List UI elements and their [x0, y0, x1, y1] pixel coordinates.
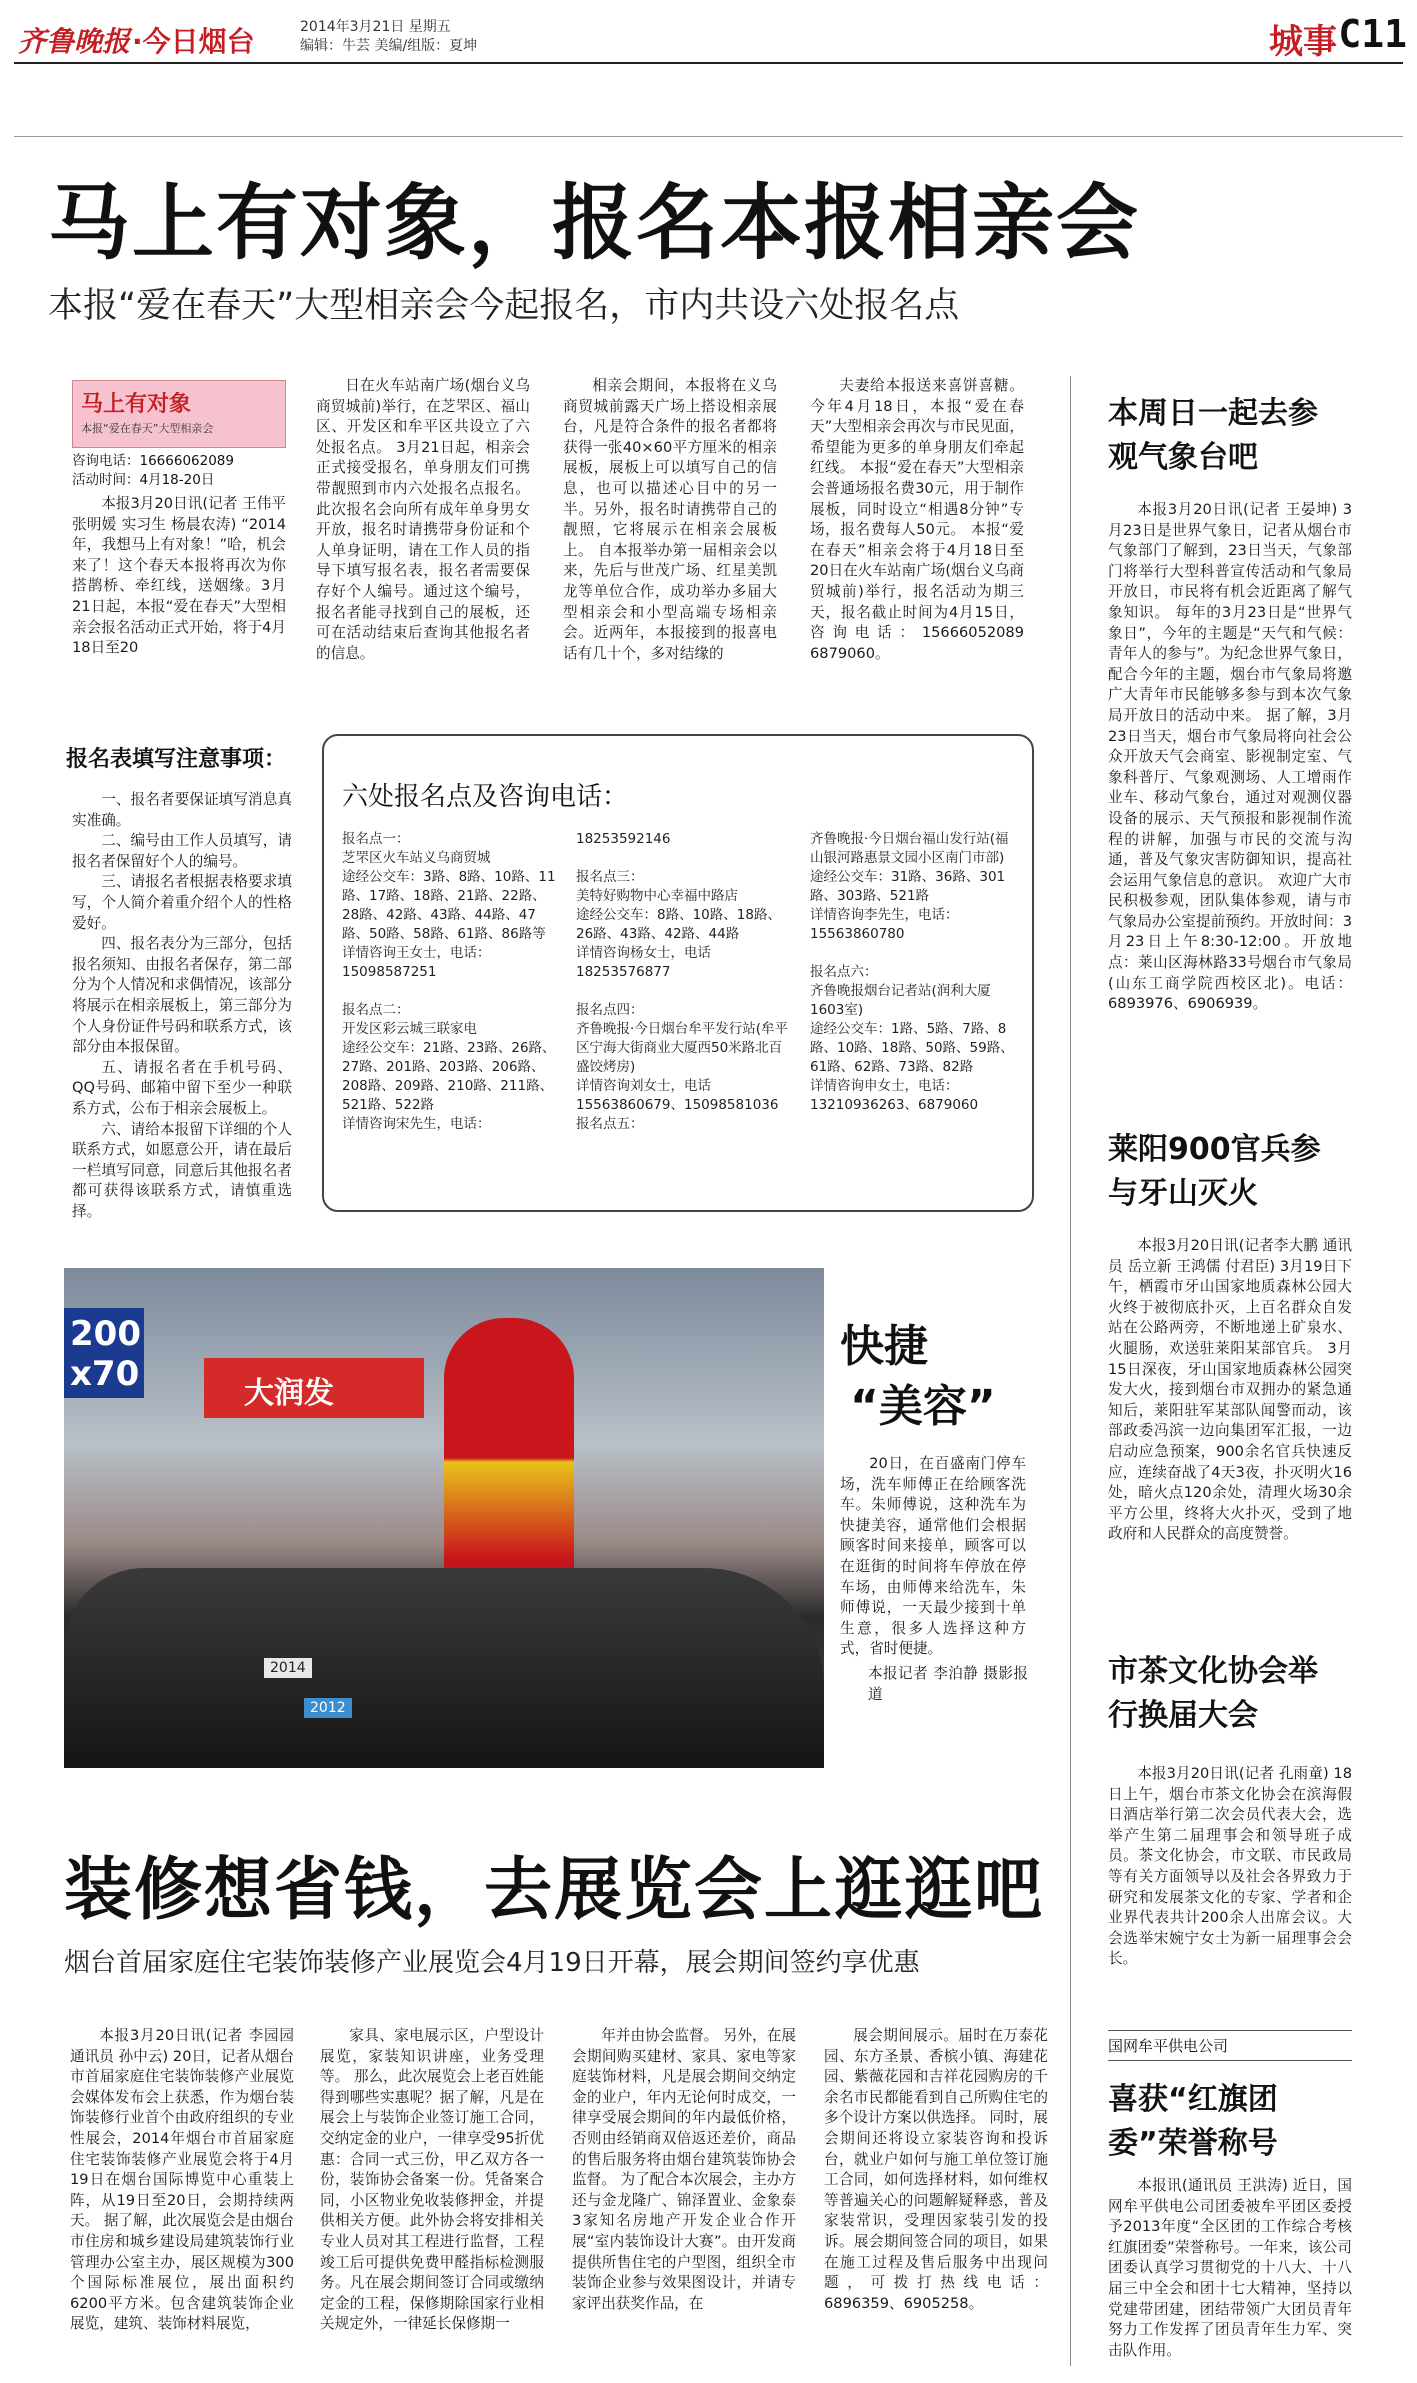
ad-time: 活动时间：4月18-20日	[72, 472, 215, 488]
box-col2: 18253592146 报名点三： 美特好购物中心幸福中路店 途经公交车：8路、10路、18路、26路、43路、42路、44路 详情咨询杨女士，电话18253576877 报名点四： 齐鲁晚报·今日烟台牟平发行站(牟平区宁海大街商业大厦西50米路北百盛饺烤房) 详情咨询刘女士，电话15563860679、15098581036 报名点五：	[576, 831, 789, 1132]
side-story-2-body: 本报3月20日讯(记者李大鹏 通讯员 岳立新 王鸿儒 付君臣) 3月19日下午，栖霞市牙山国家地质森林公园大火终于被彻底扑灭，上百名群众自发站在公路两旁，不断地递上矿泉水、火腿肠，欢送驻莱阳某部官兵。 3月15日深夜，牙山国家地质森林公园突发大火，接到烟台市双拥办的紧急通知后，莱阳驻军某部队闻警而动，该部政委冯滨一边向集团军汇报，一边启动应急预案，900余名官兵快速反应，连续奋战了4天3夜，扑灭明火16处，暗火点120余处，清理火场30余平方公里，终将大火扑灭，受到了地政府和人民群众的高度赞誉。	[1108, 1237, 1352, 1543]
main-article-col4: 夫妻给本报送来喜饼喜糖。今年4月18日，本报“爱在春天”大型相亲会再次与市民见面，希望能为更多的单身朋友们牵起红线。 本报“爱在春天”大型相亲会普通场报名费30元，用于制作展板，同时设立“相遇8分钟”专场，报名费每人50元。 本报“爱在春天”相亲会将于4月18日至20日在火车站南广场(烟台义乌商贸城前)举行，报名活动为期三天，报名截止时间为4月15日，咨询电话：15666052089 6879060。	[810, 377, 1024, 662]
car-windshield	[64, 1568, 824, 1768]
side-story-4-title: 喜获“红旗团委”荣誉称号	[1108, 2082, 1278, 2161]
issue-meta	[300, 18, 477, 56]
second-article-col3: 年并由协会监督。 另外，在展会期间购买建材、家具、家电等家庭装饰材料，凡是展会期间交纳定金的业户，年内无论何时成交，一律享受展会期间的年内最低价格，否则由经销商双倍返还差价，商品的售后服务将由烟台建筑装饰协会监督。 为了配合本次展会，主办方还与金龙隆广、锦泽置业、金象泰3家知名房地产开发企业合作开展“室内装饰设计大赛”。由开发商提供所售住宅的户型图，组织全市装饰企业参与效果图设计，并请专家评出获奖作品，在	[572, 2027, 796, 2312]
issue-date: 2014年3月21日 星期五	[300, 19, 451, 35]
note-item: 一、报名者要保证填写消息真实准确。	[72, 791, 292, 829]
photo-caption: 20日，在百盛南门停车场，洗车师傅正在给顾客洗车。朱师傅说，这种洗车为快捷美容，通常他们会根据顾客时间来接单，顾客可以在逛街的时间将车停放在停车场，由师傅来给洗车，朱师傅说，一天最少接到十单生意，很多人选择这种方式，省时便捷。	[840, 1455, 1026, 1658]
sign-text-1: 200	[70, 1314, 141, 1354]
box-title: 六处报名点及咨询电话：	[342, 782, 629, 812]
inspection-sticker-2012: 2012	[304, 1698, 352, 1718]
car-wash-photo	[64, 1268, 824, 1768]
ad-title: 马上有对象	[81, 392, 192, 417]
second-article-col4: 展会期间展示。届时在万泰花园、东方圣景、香槟小镇、海建花园、紫薇花园和吉祥花园购房的千余名市民都能看到自己所购住宅的多个设计方案以供选择。 同时，展会期间还将设立家装咨询和投诉台，就业户如何与施工单位签订施工合同，如何选择材料，如何维权等普遍关心的问题解疑释惑，普及家装常识，受理因家装引发的投诉。展会期间签合同的项目，如果在施工过程及售后服务中出现问题，可拨打热线电话：6896359、6905258。	[824, 2027, 1048, 2312]
second-subhead: 烟台首届家庭住宅装饰装修产业展览会4月19日开幕，展会期间签约享优惠	[64, 1948, 920, 1978]
side-story-3-title: 市茶文化协会举行换届大会	[1108, 1654, 1318, 1733]
side-story-4-tag: 国网牟平供电公司	[1108, 2030, 1352, 2061]
paper-logo: 齐鲁晚报	[18, 25, 131, 58]
note-item: 三、请报名者根据表格要求填写，个人简介着重介绍个人的性格爱好。	[72, 873, 292, 932]
registration-points-box	[322, 734, 1034, 1212]
second-headline: 装修想省钱，去展览会上逛逛吧	[64, 1850, 1045, 1930]
note-item: 二、编号由工作人员填写，请报名者保留好个人的编号。	[72, 832, 292, 870]
second-article-col1: 本报3月20日讯(记者 李园园 通讯员 孙中云) 20日，记者从烟台市首届家庭住宅装饰装修产业展览会媒体发布会上获悉，作为烟台装饰装修行业首个由政府组织的专业性展会，2014年烟台市首届家庭住宅装饰装修产业展览会将于4月19日在烟台国际博览中心重装上阵，从19日至20日，会期持续两天。 据了解，此次展览会是由烟台市住房和城乡建设局建筑装饰行业管理办公室主办，展区规模为300个国际标准展位，展出面积约6200平方米。包含建筑装饰企业展览，建筑、装饰材料展览，	[70, 2027, 294, 2333]
main-article-col3: 相亲会期间，本报将在义乌商贸城前露天广场上搭设相亲展台，凡是符合条件的报名者都将获得一张40×60平方厘米的相亲展板，展板上可以填写自己的信息，也可以描述心目中的另一半。另外，报名时请携带自己的靓照，它将展示在相亲会展板上。 自本报举办第一届相亲会以来，先后与世茂广场、红星美凯龙等单位合作，成功举办多届大型相亲会和小型高端专场相亲会。近两年，本报接到的报喜电话有几十个，多对结缘的	[563, 377, 777, 662]
column-divider	[1070, 376, 1071, 2366]
box-col3: 齐鲁晚报·今日烟台福山发行站(福山银河路惠景文园小区南门市部) 途经公交车：31路、36路、301路、303路、521路 详情咨询李先生，电话：15563860780 报名点六： 齐鲁晚报烟台记者站(润利大厦1603室) 途经公交车：1路、5路、7路、8路、10路、18路、50路、59路、61路、62路、73路、82路 详情咨询申女士，电话：13210936263、6879060	[810, 831, 1014, 1113]
ad-subtitle: 本报“爱在春天”大型相亲会	[81, 422, 214, 435]
main-article-col1: 本报3月20日讯(记者 王伟平 张明媛 实习生 杨晨农涛) “2014年，我想马上有对象！”哈，机会来了！这个春天本报将再次为你搭鹊桥、牵红线，送姻缘。3月21日起，本报“爱在春天”大型相亲会报名活动正式开始，将于4月18日至20	[72, 495, 286, 657]
sign-banner	[64, 1308, 144, 1398]
header-rule-thin	[14, 136, 1403, 137]
column-name: 城事	[1269, 22, 1337, 62]
sign-text-2: x70	[70, 1354, 140, 1394]
event-ad-banner	[72, 380, 286, 448]
store-sign: 大润发	[204, 1358, 424, 1418]
side-story-1-title: 本周日一起去参观气象台吧	[1108, 396, 1318, 475]
side-story-3-body: 本报3月20日讯(记者 孔雨童) 18日上午，烟台市茶文化协会在滨海假日酒店举行第二次会员代表大会，选举产生第二届理事会和领导班子成员。茶文化协会，市文联、市民政局等有关方面领导以及社会各界致力于研究和发展茶文化的专家、学者和企业界代表共计200余人出席会议。大会选举宋婉宁女士为新一届理事会会长。	[1108, 1765, 1352, 1968]
second-article-col2: 家具、家电展示区，户型设计展览，家装知识讲座，业务受理等。 那么，此次展览会上老百姓能得到哪些实惠呢？据了解，凡是在展会上与装饰企业签订施工合同，交纳定金的业户，一律享受95折优惠：合同一式三份，甲乙双方各一份，装饰协会备案一份。凭备案合同，小区物业免收装修押金，并提供相关方便。此外协会将安排相关专业人员对其工程进行监督，工程竣工后可提供免费甲醛指标检测服务。凡在展会期间签订合同或缴纳定金的工程，保修期除国家行业相关规定外，一律延长保修期一	[320, 2027, 544, 2333]
ad-phone: 咨询电话：16666062089	[72, 453, 234, 469]
notes-title: 报名表填写注意事项：	[66, 747, 287, 772]
main-article-col2: 日在火车站南广场(烟台义乌商贸城前)举行，在芝罘区、福山区、开发区和牟平区共设立了六处报名点。 3月21日起，相亲会正式接受报名，单身朋友们可携带靓照到市内六处报名点报名。此次报名会向所有成年单身男女开放，报名时请携带身份证和个人单身证明，请在工作人员的指导下填写报名表，报名者需要保存好个人编号。通过这个编号，报名者能寻找到自己的展板，还可在活动结束后查询其他报名者的信息。	[316, 377, 530, 662]
side-story-4-body: 本报讯(通讯员 王洪涛) 近日，国网牟平供电公司团委被牟平团区委授予2013年度“全区团的工作综合考核红旗团委”荣誉称号。一年来，该公司团委认真学习贯彻党的十八大、十八届三中全会和团十七大精神，坚持以党建带团建，团结带领广大团员青年努力工作发挥了团员青年生力军、突击队作用。	[1108, 2177, 1352, 2359]
note-item: 四、报名表分为三部分，包括报名须知、由报名者保存，第二部分为个人情况和求偶情况，该部分将展示在相亲展板上，第三部分为个人身份证件号码和联系方式，该部分由本报保留。	[72, 935, 292, 1056]
side-story-1-body: 本报3月20日讯(记者 王晏坤) 3月23日是世界气象日，记者从烟台市气象部门了解到，23日当天，气象部门将举行大型科普宣传活动和气象局开放日，市民将有机会近距离了解气象知识。 每年的3月23日是“世界气象日”，今年的主题是“天气和气候：青年人的参与”。为纪念世界气象日，配合今年的主题，烟台市气象局将邀广大青年市民能够多参与到本次气象局开放日的活动中来。 据了解，3月23日当天，烟台市气象局将向社会公众开放天气会商室、影视制定室、气象科普厅、气象观测场、人工增雨作业车、移动气象台，通过对观测仪器设备的展示、天气预报和影视制作流程的讲解，加强与市民的交流与沟通，普及气象灾害防御知识，提高社会运用气象信息的意识。 欢迎广大市民积极参观，团队集体参观，请与市气象局办公室提前预约。开放时间：3月23日上午8:30-12:00。开放地点：莱山区海林路33号烟台市气象局(山东工商学院西校区北)。电话：6893976、6906939。	[1108, 501, 1352, 1013]
note-item: 五、请报名者在手机号码、QQ号码、邮箱中留下至少一种联系方式，公布于相亲会展板上。	[72, 1058, 292, 1117]
photo-credit: 本报记者 李泊静 摄影报道	[868, 1665, 1028, 1703]
page-number: C11	[1338, 12, 1407, 56]
photo-title-2: “美容”	[850, 1381, 996, 1432]
ad-info	[72, 452, 286, 490]
notes-list	[72, 790, 292, 1222]
side-story-2-title: 莱阳900官兵参与牙山灭火	[1108, 1132, 1321, 1211]
box-col1: 报名点一： 芝罘区火车站义乌商贸城 途经公交车：3路、8路、10路、11路、17路、18路、21路、22路、28路、42路、43路、44路、47路、50路、58路、61路、86路等 详情咨询王女士，电话：15098587251 报名点二： 开发区彩云城三联家电 途经公交车：21路、23路、26路、27路、201路、203路、206路、208路、209路、210路、211路、521路、522路 详情咨询宋先生，电话：	[342, 831, 556, 1132]
main-headline: 马上有对象，报名本报相亲会	[48, 175, 1141, 271]
inspection-sticker-2014: 2014	[264, 1658, 312, 1678]
section-name: ·今日烟台	[132, 25, 255, 58]
note-item: 六、请给本报留下详细的个人联系方式，如愿意公开，请在最后一栏填写同意，同意后其他报名者都可获得该联系方式，请慎重选择。	[72, 1120, 292, 1220]
photo-title-1: 快捷	[840, 1321, 928, 1372]
header-rule	[14, 62, 1403, 64]
editors-line: 编辑：牛芸 美编/组版：夏坤	[300, 38, 478, 54]
main-subhead: 本报“爱在春天”大型相亲会今起报名，市内共设六处报名点	[48, 286, 960, 326]
